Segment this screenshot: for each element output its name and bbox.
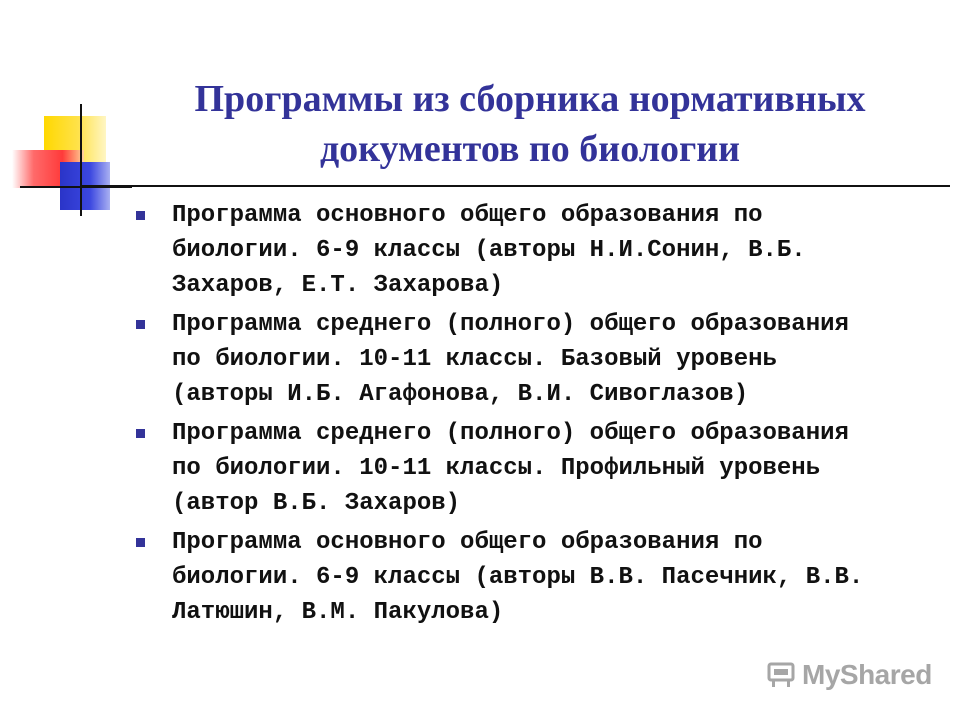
square-bullet-icon (136, 538, 145, 547)
bullet-line: Захаров, Е.Т. Захарова) (172, 272, 504, 299)
bullet-list (132, 198, 932, 634)
bullet-line: Программа среднего (полного) общего образования (172, 420, 849, 447)
square-bullet-icon (136, 320, 145, 329)
bullet-line: биологии. 6-9 классы (авторы Н.И.Сонин, В.Б. (172, 237, 806, 264)
title-divider (82, 185, 950, 187)
ornament-vertical-line (80, 104, 82, 216)
bullet-line: Программа основного общего образования по (172, 202, 763, 229)
bullet-line: по биологии. 10-11 классы. Профильный уровень (172, 455, 821, 482)
slide-title (120, 74, 940, 174)
mychalkboard-icon (766, 660, 796, 690)
bullet-line: (авторы И.Б. Агафонова, В.И. Сивоглазов) (172, 381, 749, 408)
bullet-item (132, 416, 932, 521)
bullet-line: биологии. 6-9 классы (авторы В.В. Пасечник, В.В. (172, 564, 864, 591)
bullet-item (132, 307, 932, 412)
bullet-line: по биологии. 10-11 классы. Базовый уровень (172, 346, 777, 373)
corner-ornament (0, 0, 140, 220)
bullet-line: Латюшин, В.М. Пакулова) (172, 599, 504, 626)
bullet-line: Программа основного общего образования по (172, 529, 763, 556)
bullet-item (132, 198, 932, 303)
watermark (766, 658, 932, 692)
watermark-text: MyShared (802, 659, 932, 690)
square-bullet-icon (136, 211, 145, 220)
slide-title-line-2: документов по биологии (319, 128, 741, 170)
square-bullet-icon (136, 429, 145, 438)
bullet-line: (автор В.Б. Захаров) (172, 490, 461, 517)
bullet-line: Программа среднего (полного) общего образования (172, 311, 849, 338)
bullet-item (132, 525, 932, 630)
slide-title-line-1: Программы из сборника нормативных (194, 78, 866, 120)
